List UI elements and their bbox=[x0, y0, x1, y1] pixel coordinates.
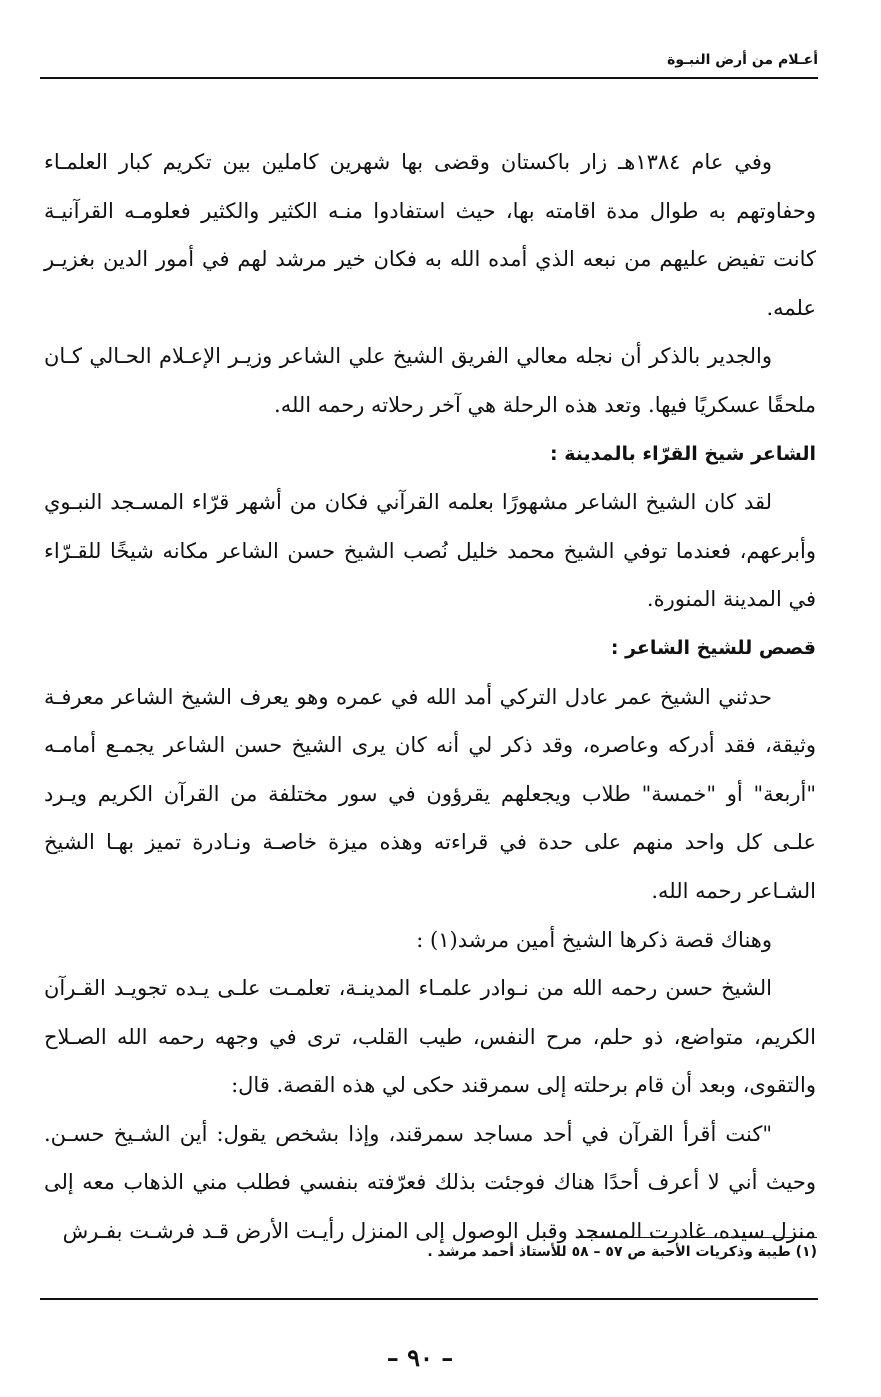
section-heading-qurra: الشاعر شيخ القرّاء بالمدينة : bbox=[550, 442, 816, 465]
paragraph-story-intro: وهناك قصة ذكرها الشيخ أمين مرشد(١) : bbox=[416, 927, 772, 952]
header-rule bbox=[40, 77, 818, 79]
page-number: – ٩٠ – bbox=[386, 1343, 454, 1372]
paragraph-qurra: لقد كان الشيخ الشاعر مشهورًا بعلمه القرآني فكان من أشهر قرّاء المسـجد النبـوي وأبرعهم، فعندما توفي الشيخ محمد خليل نُصب الشيخ حسن الشاعر مكانه شيخًا للقـرّاء في المدينة المنورة. bbox=[44, 490, 816, 612]
paragraph-sheikh-hassan: الشيخ حسن رحمه الله من نـوادر علمـاء المدينـة، تعلمـت علـى يـده تجويـد القـرآن الكريم، متواضع، ذو حلم، مرح النفس، طيب القلب، ترى في وجهه رحمه الله الصـلاح والتقوى، وبعد أن قام برحلته إلى سمرقند حكى لي هذه القصة. قال: bbox=[44, 976, 816, 1098]
paragraph-pakistan-visit: وفي عام ١٣٨٤هـ زار باكستان وقضى بها شهرين كاملين بين تكريم كبار العلمـاء وحفاوتهم به طوال مدة اقامته بها، حيث استفادوا منـه الكثير والكثير فعلومـه القرآنيـة كانت تفيض عليهم من نبعه الذي أمده الله به فكان خير مرشد لهم في أمور الدين بغزيـر علمه. bbox=[44, 150, 816, 320]
section-heading-stories: قصص للشيخ الشاعر : bbox=[610, 636, 816, 659]
footer-rule bbox=[40, 1298, 818, 1300]
page-body bbox=[44, 138, 816, 1256]
paragraph-son-mention: والجدير بالذكر أن نجله معالي الفريق الشيخ علي الشاعر وزيـر الإعـلام الحـالي كـان ملحقًا عسكريًا فيها. وتعد هذه الرحلة هي آخر رحلاته رحمه الله. bbox=[44, 344, 816, 417]
running-header: أعـلام من أرض النبـوة bbox=[667, 52, 818, 68]
paragraph-samarkand-quote: "كنت أقرأ القرآن في أحد مساجد سمرقند، وإذا بشخص يقول: أين الشـيخ حسـن. وحيث أني لا أعرف أحدًا هناك فوجئت بذلك فعرّفته بنفسي فطلب مني الذهاب معه إلى منزل سيده، غادرت المسجد وقبل الوصول إلى المنزل رأيـت الأرض قـد فرشـت بفـرش bbox=[44, 1121, 816, 1244]
paragraph-omar-adel: حدثني الشيخ عمر عادل التركي أمد الله في عمره وهو يعرف الشيخ الشاعر معرفـة وثيقة، فقد أدركه وعاصره، وقد ذكر لي أنه كان يرى الشيخ حسن الشاعر يجمـع أمامـه "أربعة" أو "خمسة" طلاب ويجعلهم يقرؤون في سور مختلفة من القرآن الكريم ويـرد علـى كل واحد منهم على حدة في قراءته وهذه ميزة خاصـة ونـادرة تميز بهـا الشيخ الشـاعر رحمه الله. bbox=[44, 684, 816, 903]
footnote: (١) طيبة وذكريات الأحبة ص ٥٧ – ٥٨ للأستاذ أحمد مرشد . bbox=[427, 1244, 817, 1260]
footnote-rule bbox=[580, 1237, 817, 1238]
